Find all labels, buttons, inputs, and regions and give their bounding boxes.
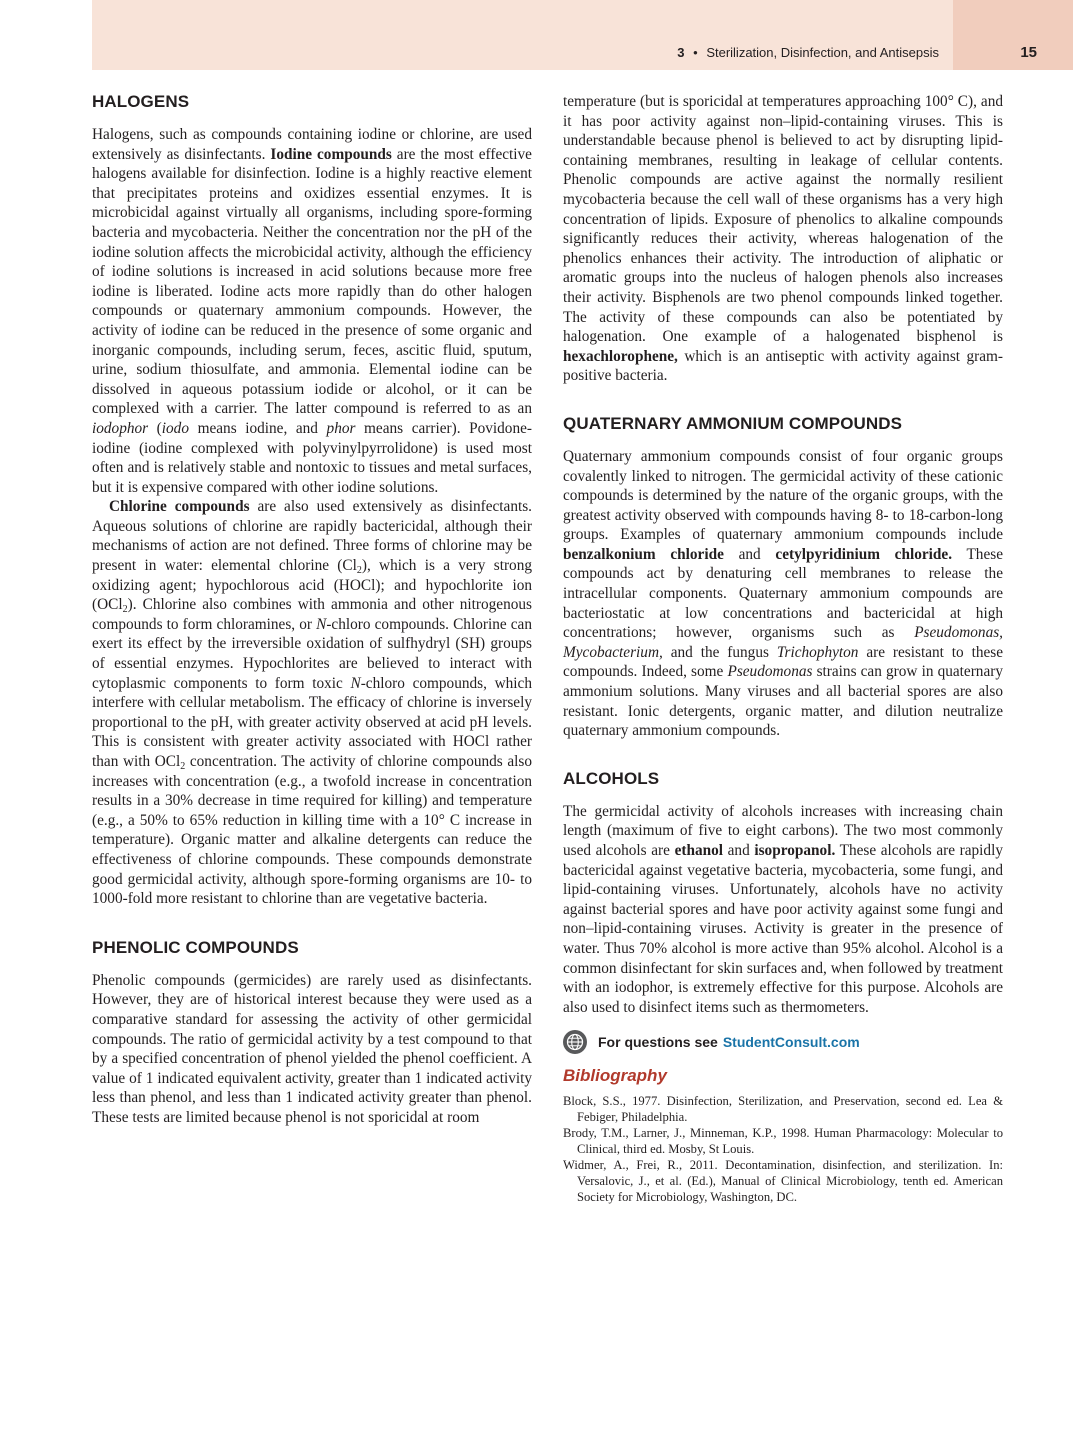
page-number: 15: [1020, 44, 1037, 61]
header-separator: •: [693, 45, 698, 60]
running-header-title: [677, 45, 939, 60]
page-number-box: [953, 0, 1073, 70]
section-heading-phenolic: PHENOLIC COMPOUNDS: [92, 937, 299, 957]
section-heading-alcohols: ALCOHOLS: [563, 768, 660, 788]
paragraph-phenolic-continued: temperature (but is sporicidal at temperatures approaching 100° C), and it has poor activity against non–lipid-containing viruses. This is understandable because phenol is believed to act by disrupting lipid-containing membranes, resulting in leakage of cellular contents. Phenolic compounds are active against the normally resilient mycobacteria because the cell wall of these organisms has a very high concentration of lipids. Exposure of phenolics to alkaline compounds significantly reduces their activity, whereas halogenation of the phenolics enhances their activity. The introduction of aliphatic or aromatic groups into the nucleus of halogen phenols also increases their activity. Bisphenols are two phenol compounds linked together. The activity of these compounds can also be potentiated by halogenation. One example of a halogenated bisphenol is hexachlorophene, which is an antiseptic with activity against gram-positive bacteria.: [563, 93, 1003, 385]
chapter-title: Sterilization, Disinfection, and Antisepsis: [706, 45, 939, 60]
questions-label: For questions see: [598, 1034, 718, 1051]
paragraph-alcohols: The germicidal activity of alcohols increases with increasing chain length (maximum of five to eight carbons). The two most commonly used alcohols are ethanol and isopropanol. These alcohols are rapidly bactericidal against vegetative bacteria, mycobacteria, some fungi, and lipid-containing viruses. Unfortunately, alcohols have no activity against bacterial spores and have poor activity against some fungi and non–lipid-containing viruses. Activity is greater in the presence of water. Thus 70% alcohol is more active than 95% alcohol. Alcohol is a common disinfectant for skin surfaces and, when followed by treatment with an iodophor, is extremely effective for this purpose. Alcohols are also used to disinfect items such as thermometers.: [563, 802, 1003, 1016]
paragraph-quaternary: Quaternary ammonium compounds consist of four organic groups covalently linked to nitrogen. The germicidal activity of these cationic compounds is determined by the nature of the organic groups, with the greatest activity observed with compounds having 8- to 18-carbon-long groups. Examples of quaternary ammonium compounds include benzalkonium chloride and cetylpyridinium chloride. These compounds act by denaturing cell membranes to release the intracellular components. Quaternary ammonium compounds are bacteriostatic at low concentrations and bactericidal at high concentrations; however, organisms such as Pseudomonas, Mycobacterium, and the fungus Trichophyton are resistant to these compounds. Indeed, some Pseudomonas strains can grow in quaternary ammonium solutions. Many viruses and all bacterial spores are also resistant. Ionic detergents, organic matter, and dilution neutralize quaternary ammonium compounds.: [563, 447, 1004, 740]
reference-item: Widmer, A., Frei, R., 2011. Decontamination, disinfection, and sterilization. In: Versalovic, J., et al. (Ed.), Manual of Clinical Microbiology, tenth ed. American Society for Microbiology, Washington, DC.: [563, 1158, 1003, 1205]
section-heading-halogens: HALOGENS: [92, 92, 190, 111]
left-column: [92, 92, 532, 1128]
paragraph-phenolic: Phenolic compounds (germicides) are rarely used as disinfectants. However, they are of historical interest because they were used as a comparative standard for assessing the activity of other germicidal compounds. The ratio of germicidal activity by a test compound to that by a specified concentration of phenol yielded the phenol coefficient. A value of 1 indicated equivalent activity, greater than 1 indicated activity less than phenol, and less than 1 indicated activity greater than phenol. These tests are limited because phenol is not sporicidal at room: [92, 971, 532, 1126]
reference-item: Brody, T.M., Larner, J., Minneman, K.P., 1998. Human Pharmacology: Molecular to Clinical, third ed. Mosby, St Louis.: [563, 1126, 1003, 1157]
globe-icon: [563, 1030, 587, 1054]
chapter-number: 3: [677, 45, 685, 60]
section-heading-quaternary: QUATERNARY AMMONIUM COMPOUNDS: [563, 413, 903, 433]
running-header: [92, 0, 1073, 70]
bibliography-heading: Bibliography: [563, 1066, 667, 1086]
student-consult-link[interactable]: StudentConsult.com: [722, 1034, 860, 1051]
questions-callout: [563, 1030, 1003, 1054]
reference-item: Block, S.S., 1977. Disinfection, Sterilization, and Preservation, second ed. Lea & Febiger, Philadelphia.: [563, 1094, 1003, 1125]
right-column: [563, 92, 1003, 1205]
paragraph-halogens-chlorine: Chlorine compounds are also used extensively as disinfectants. Aqueous solutions of chlorine are rapidly bactericidal, although their mechanisms of action are not defined. Three forms of chlorine may be present in water: elemental chlorine $(Cl_2)$, which is a very strong oxidizing agent; hypochlorous acid (HOCl); and hypochlorite ion (OCl$_2$). Chlorine also combines with ammonia and other nitrogenous compounds to form chloramines, or N-chloro compounds. Chlorine can exert its effect by the irreversible oxidation of sulfhydryl (SH) groups of essential enzymes. Hypochlorites are believed to interact with cytoplasmic components to form toxic N-chloro compounds, which interfere with cellular metabolism. The efficacy of chlorine is inversely proportional to the pH, with greater activity observed at acid pH levels. This is consistent with greater activity associated with HOCl rather than with OCl$_2$ concentration. The activity of chlorine compounds also increases with concentration (e.g., a twofold increase in concentration results in a 30% decrease in time required for killing) and temperature (e.g., a 50% to 65% reduction in killing time with a 10° C increase in temperature). Organic matter and alkaline detergents can reduce the effectiveness of chlorine compounds. These compounds demonstrate good germicidal activity, although spore-forming organisms are 10- to 1000-fold more resistant to chlorine than are vegetative bacteria.: [92, 498, 532, 908]
paragraph-halogens-iodine: Halogens, such as compounds containing iodine or chlorine, are used extensively as disinfectants. Iodine compounds are the most effective halogens available for disinfection. Iodine is a highly reactive element that precipitates proteins and oxidizes essential enzymes. It is microbicidal against virtually all organisms, including spore-forming bacteria and mycobacteria. Neither the concentration nor the pH of the iodine solution affects the microbicidal activity, although the efficiency of iodine solutions is increased in acid solutions because more free iodine is liberated. Iodine acts more rapidly than do other halogen compounds or quaternary ammonium compounds. However, the activity of iodine can be reduced in the presence of some organic and inorganic compounds, including serum, feces, ascitic fluid, sputum, urine, sodium thiosulfate, and ammonia. Elemental iodine can be dissolved in aqueous potassium iodide or alcohol, or it can be complexed with a carrier. The latter compound is referred to as an iodophor (iodo means iodine, and phor means carrier). Povidone-iodine (iodine complexed with polyvinylpyrrolidone) is used most often and is relatively stable and nontoxic to tissues and metal surfaces, but it is expensive compared with other iodine solutions.: [92, 126, 532, 496]
